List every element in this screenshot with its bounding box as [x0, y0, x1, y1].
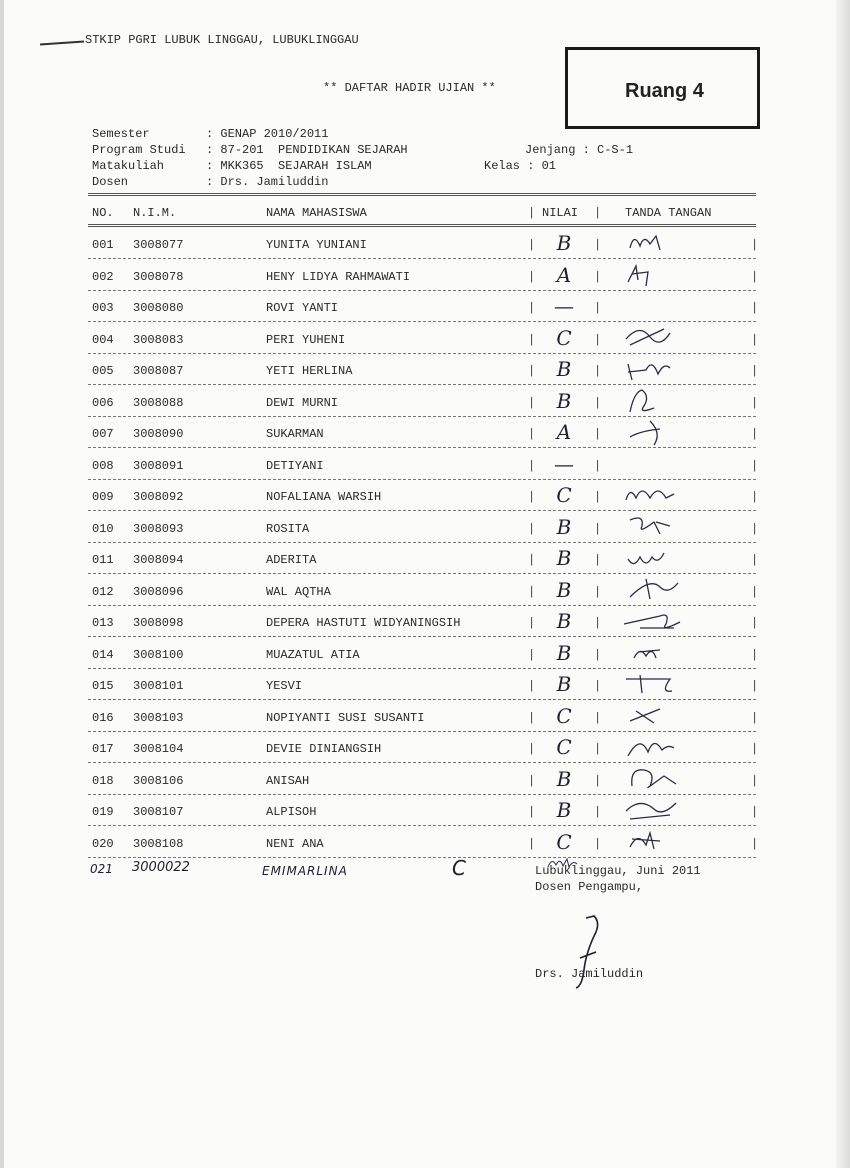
dosen-value: : Drs. Jamiluddin: [206, 175, 329, 189]
student-signature: [612, 260, 722, 290]
row-name: DEWI MURNI: [266, 395, 339, 410]
institution-header: STKIP PGRI LUBUK LINGGAU, LUBUKLINGGAU: [85, 33, 359, 47]
row-grade: C: [556, 703, 572, 728]
col-divider: |: [594, 427, 602, 441]
col-divider: |: [751, 364, 759, 378]
row-nim: 3008104: [133, 742, 184, 756]
lecturer-name: Drs. Jamiluddin: [535, 967, 644, 981]
student-signature: [612, 417, 722, 447]
row-number: 005: [92, 364, 114, 378]
row-number: 013: [92, 616, 114, 630]
col-divider: |: [594, 805, 602, 819]
row-grade: B: [556, 798, 572, 822]
col-divider: |: [751, 553, 759, 567]
col-no: NO.: [92, 206, 114, 220]
row-number: 002: [92, 269, 114, 284]
col-divider: |: [594, 836, 602, 851]
student-signature: [612, 669, 722, 699]
scan-edge: [836, 0, 850, 1168]
row-number: 001: [92, 238, 114, 252]
semester-label: Semester: [92, 127, 150, 141]
prodi-value: : 87-201 PENDIDIKAN SEJARAH: [206, 143, 408, 157]
row-number: 010: [92, 521, 114, 536]
col-divider: |: [594, 364, 602, 378]
row-grade: B: [556, 357, 572, 381]
student-signature: [612, 386, 722, 416]
row-nim: 3008077: [133, 238, 184, 252]
row-name: YESVI: [266, 679, 303, 693]
jenjang-value: Jenjang : C-S-1: [525, 143, 634, 157]
prodi-label: Program Studi: [92, 143, 186, 157]
col-divider: |: [594, 742, 602, 756]
col-divider: |: [594, 710, 602, 725]
row-name: MUAZATUL ATIA: [266, 647, 360, 662]
kelas-value: Kelas : 01: [484, 159, 557, 173]
col-nilai: NILAI: [542, 206, 579, 220]
row-name: DETIYANI: [266, 458, 324, 473]
row-nim: 3008094: [133, 553, 184, 567]
row-nim: 3008107: [133, 805, 184, 819]
row-name: YETI HERLINA: [266, 364, 353, 378]
row-name: HENY LIDYA RAHMAWATI: [266, 269, 411, 284]
col-divider: |: [528, 238, 536, 252]
row-nim: 3008087: [133, 364, 184, 378]
row-name: ROSITA: [266, 521, 310, 536]
col-ttd: TANDA TANGAN: [625, 206, 712, 220]
col-divider: |: [751, 269, 759, 284]
row-name: NOPIYANTI SUSI SUSANTI: [266, 710, 425, 725]
handwritten-grade: C: [452, 856, 466, 880]
col-divider: |: [528, 521, 536, 536]
col-nim: N.I.M.: [133, 206, 177, 220]
handwritten-nim: 3000022: [132, 860, 190, 875]
row-grade: B: [556, 766, 572, 791]
row-number: 015: [92, 679, 114, 693]
row-number: 007: [92, 427, 114, 441]
col-divider: |: [528, 616, 536, 630]
row-name: ALPISOH: [266, 805, 317, 819]
col-divider: |: [594, 301, 602, 315]
row-nim: 3008100: [133, 647, 184, 662]
col-divider: |: [528, 553, 536, 567]
row-grade: B: [556, 231, 572, 255]
row-number: 018: [92, 773, 114, 788]
col-divider: |: [751, 647, 759, 662]
row-name: DEPERA HASTUTI WIDYANINGSIH: [266, 616, 461, 630]
pen-mark: [40, 40, 84, 45]
col-divider: |: [528, 742, 536, 756]
col-divider: |: [751, 836, 759, 851]
col-divider: |: [751, 584, 759, 599]
row-name: YUNITA YUNIANI: [266, 238, 367, 252]
dosen-label: Dosen: [92, 175, 129, 189]
col-divider: |: [594, 679, 602, 693]
col-nama: NAMA MAHASISWA: [266, 206, 367, 220]
place-date: Lubuklinggau, Juni 2011: [535, 864, 701, 878]
row-nim: 3008083: [133, 332, 184, 347]
matakuliah-value: : MKK365 SEJARAH ISLAM: [206, 159, 372, 173]
row-name: ANISAH: [266, 773, 310, 788]
col-divider: |: [528, 805, 536, 819]
row-grade: A: [556, 262, 572, 287]
row-number: 016: [92, 710, 114, 725]
col-divider: |: [751, 427, 759, 441]
row-nim: 3008090: [133, 427, 184, 441]
row-nim: 3008088: [133, 395, 184, 410]
row-grade: —: [554, 294, 574, 318]
row-number: 019: [92, 805, 114, 819]
row-grade: C: [556, 829, 572, 854]
student-signature: [612, 575, 722, 605]
student-signature: [612, 354, 722, 384]
row-nim: 3008096: [133, 584, 184, 599]
col-divider: |: [751, 710, 759, 725]
col-divider: |: [594, 773, 602, 788]
row-grade: B: [556, 672, 572, 696]
col-divider: |: [751, 773, 759, 788]
row-grade: C: [556, 483, 572, 507]
col-divider: |: [528, 395, 536, 410]
student-signature: [612, 701, 722, 731]
row-nim: 3008080: [133, 301, 184, 315]
row-grade: B: [556, 514, 572, 539]
row-separator: [88, 290, 756, 291]
col-divider: |: [594, 521, 602, 536]
row-name: DEVIE DINIANGSIH: [266, 742, 382, 756]
row-grade: C: [556, 325, 572, 350]
col-divider: |: [751, 301, 759, 315]
row-grade: C: [556, 735, 572, 759]
col-divider: |: [528, 710, 536, 725]
col-divider: |: [528, 490, 536, 504]
col-divider: |: [594, 458, 602, 473]
student-signature: [612, 323, 722, 353]
student-signature: [612, 480, 722, 510]
row-grade: B: [556, 577, 572, 602]
handwritten-no: 021: [90, 862, 113, 876]
col-divider: |: [594, 206, 602, 220]
col-divider: |: [751, 490, 759, 504]
row-nim: 3008078: [133, 269, 184, 284]
row-number: 017: [92, 742, 114, 756]
row-grade: B: [556, 609, 572, 633]
col-divider: |: [594, 584, 602, 599]
col-divider: |: [751, 679, 759, 693]
col-divider: |: [594, 332, 602, 347]
row-nim: 3008092: [133, 490, 184, 504]
col-divider: |: [751, 616, 759, 630]
col-divider: |: [594, 395, 602, 410]
col-divider: |: [751, 332, 759, 347]
row-nim: 3008091: [133, 458, 184, 473]
student-signature: [612, 543, 722, 573]
semester-value: : GENAP 2010/2011: [206, 127, 329, 141]
col-divider: |: [528, 584, 536, 599]
signer-role: Dosen Pengampu,: [535, 880, 644, 894]
row-grade: A: [556, 420, 572, 444]
col-divider: |: [528, 458, 536, 473]
col-divider: |: [528, 773, 536, 788]
student-signature: [612, 512, 722, 542]
row-nim: 3008108: [133, 836, 184, 851]
col-divider: |: [751, 742, 759, 756]
row-grade: B: [556, 388, 572, 413]
col-divider: |: [528, 269, 536, 284]
scan-edge: [0, 0, 4, 1168]
student-signature: [612, 638, 722, 668]
col-divider: |: [528, 679, 536, 693]
col-divider: |: [528, 364, 536, 378]
col-divider: |: [528, 427, 536, 441]
student-signature: [612, 228, 722, 258]
row-separator: [88, 857, 756, 858]
matakuliah-label: Matakuliah: [92, 159, 165, 173]
row-nim: 3008103: [133, 710, 184, 725]
student-signature: [612, 732, 722, 762]
col-divider: |: [751, 521, 759, 536]
row-grade: B: [556, 546, 572, 570]
col-divider: |: [594, 238, 602, 252]
row-number: 011: [92, 553, 114, 567]
row-name: PERI YUHENI: [266, 332, 346, 347]
col-divider: |: [751, 395, 759, 410]
row-nim: 3008101: [133, 679, 184, 693]
col-divider: |: [751, 458, 759, 473]
row-nim: 3008106: [133, 773, 184, 788]
document-title: ** DAFTAR HADIR UJIAN **: [323, 81, 496, 95]
student-signature: [612, 764, 722, 794]
row-grade: —: [554, 451, 574, 476]
col-divider: |: [751, 238, 759, 252]
row-name: ADERITA: [266, 553, 317, 567]
row-name: WAL AQTHA: [266, 584, 331, 599]
row-number: 020: [92, 836, 114, 851]
row-name: NOFALIANA WARSIH: [266, 490, 382, 504]
row-number: 012: [92, 584, 114, 599]
col-divider: |: [528, 301, 536, 315]
row-nim: 3008093: [133, 521, 184, 536]
col-divider: |: [594, 490, 602, 504]
row-number: 014: [92, 647, 114, 662]
row-name: ROVI YANTI: [266, 301, 339, 315]
col-divider: |: [528, 332, 536, 347]
row-number: 004: [92, 332, 114, 347]
handwritten-name: EMIMARLINA: [262, 864, 348, 878]
table-rule: [88, 193, 756, 196]
table-rule: [88, 224, 756, 227]
col-divider: |: [594, 269, 602, 284]
student-signature: [612, 795, 722, 825]
col-divider: |: [751, 805, 759, 819]
col-divider: |: [528, 206, 536, 220]
col-divider: |: [528, 836, 536, 851]
col-divider: |: [528, 647, 536, 662]
row-number: 003: [92, 301, 114, 315]
row-nim: 3008098: [133, 616, 184, 630]
row-separator: [88, 447, 756, 448]
row-grade: B: [556, 640, 572, 665]
row-name: SUKARMAN: [266, 427, 324, 441]
col-divider: |: [594, 616, 602, 630]
row-number: 009: [92, 490, 114, 504]
col-divider: |: [594, 647, 602, 662]
row-name: NENI ANA: [266, 836, 324, 851]
row-number: 006: [92, 395, 114, 410]
room-label: Ruang 4: [625, 80, 704, 102]
student-signature: [612, 827, 722, 857]
student-signature: [612, 606, 722, 636]
col-divider: |: [594, 553, 602, 567]
row-number: 008: [92, 458, 114, 473]
room-label-box: [565, 47, 760, 129]
